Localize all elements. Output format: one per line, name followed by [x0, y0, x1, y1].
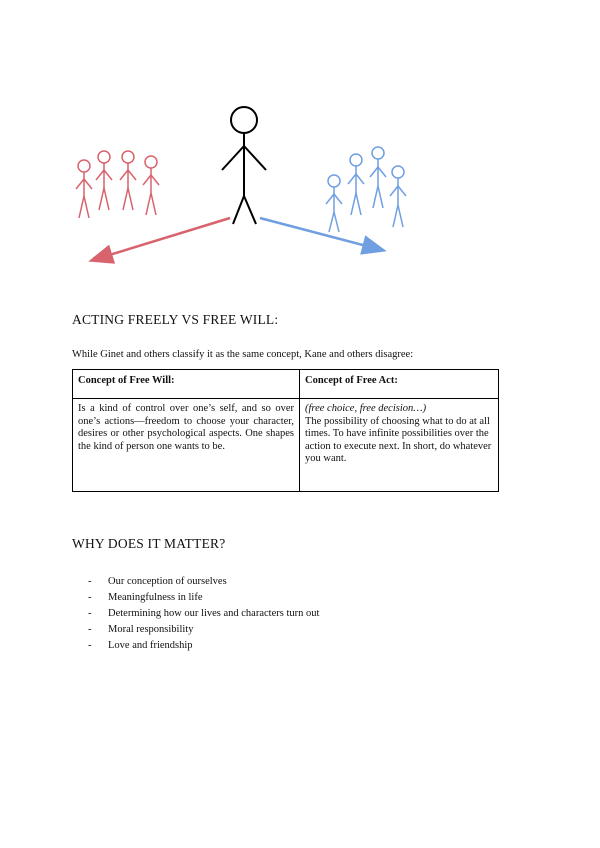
section-title-why-matter: WHY DOES IT MATTER? [72, 536, 226, 551]
cell-free-act [300, 399, 499, 492]
concepts-table [72, 369, 499, 492]
intro-text: While Ginet and others classify it as the same concept, Kane and others disagree: [72, 349, 414, 360]
section-title-acting-freely: ACTING FREELY VS FREE WILL: [72, 312, 279, 327]
list-item: - Determining how our lives and characters turn out [72, 606, 319, 622]
free-act-italic-note: (free choice, free decision…) [305, 403, 427, 414]
red-arrow [93, 218, 230, 260]
list-item: - Our conception of ourselves [72, 574, 319, 590]
header-free-act: Concept of Free Act: [300, 370, 499, 399]
blue-arrow [260, 218, 382, 250]
free-act-text: The possibility of choosing what to do at all times. To have infinite possibilities over the action to execute next. In short, do whatever you want. [305, 415, 492, 464]
list-item: - Love and friendship [72, 638, 319, 654]
blue-group [326, 147, 406, 232]
cell-free-will: Is a kind of control over one’s self, and so over one’s actions—freedom to choose your character, desires or other psychological aspects. One shapes the kind of person one wants to be. [73, 399, 300, 492]
reasons-list [72, 574, 319, 654]
red-group [76, 151, 159, 218]
stick-figures-illustration [0, 0, 600, 290]
list-item: - Meaningfulness in life [72, 590, 319, 606]
central-figure [222, 107, 266, 224]
header-free-will: Concept of Free Will: [73, 370, 300, 399]
list-item: - Moral responsibility [72, 622, 319, 638]
